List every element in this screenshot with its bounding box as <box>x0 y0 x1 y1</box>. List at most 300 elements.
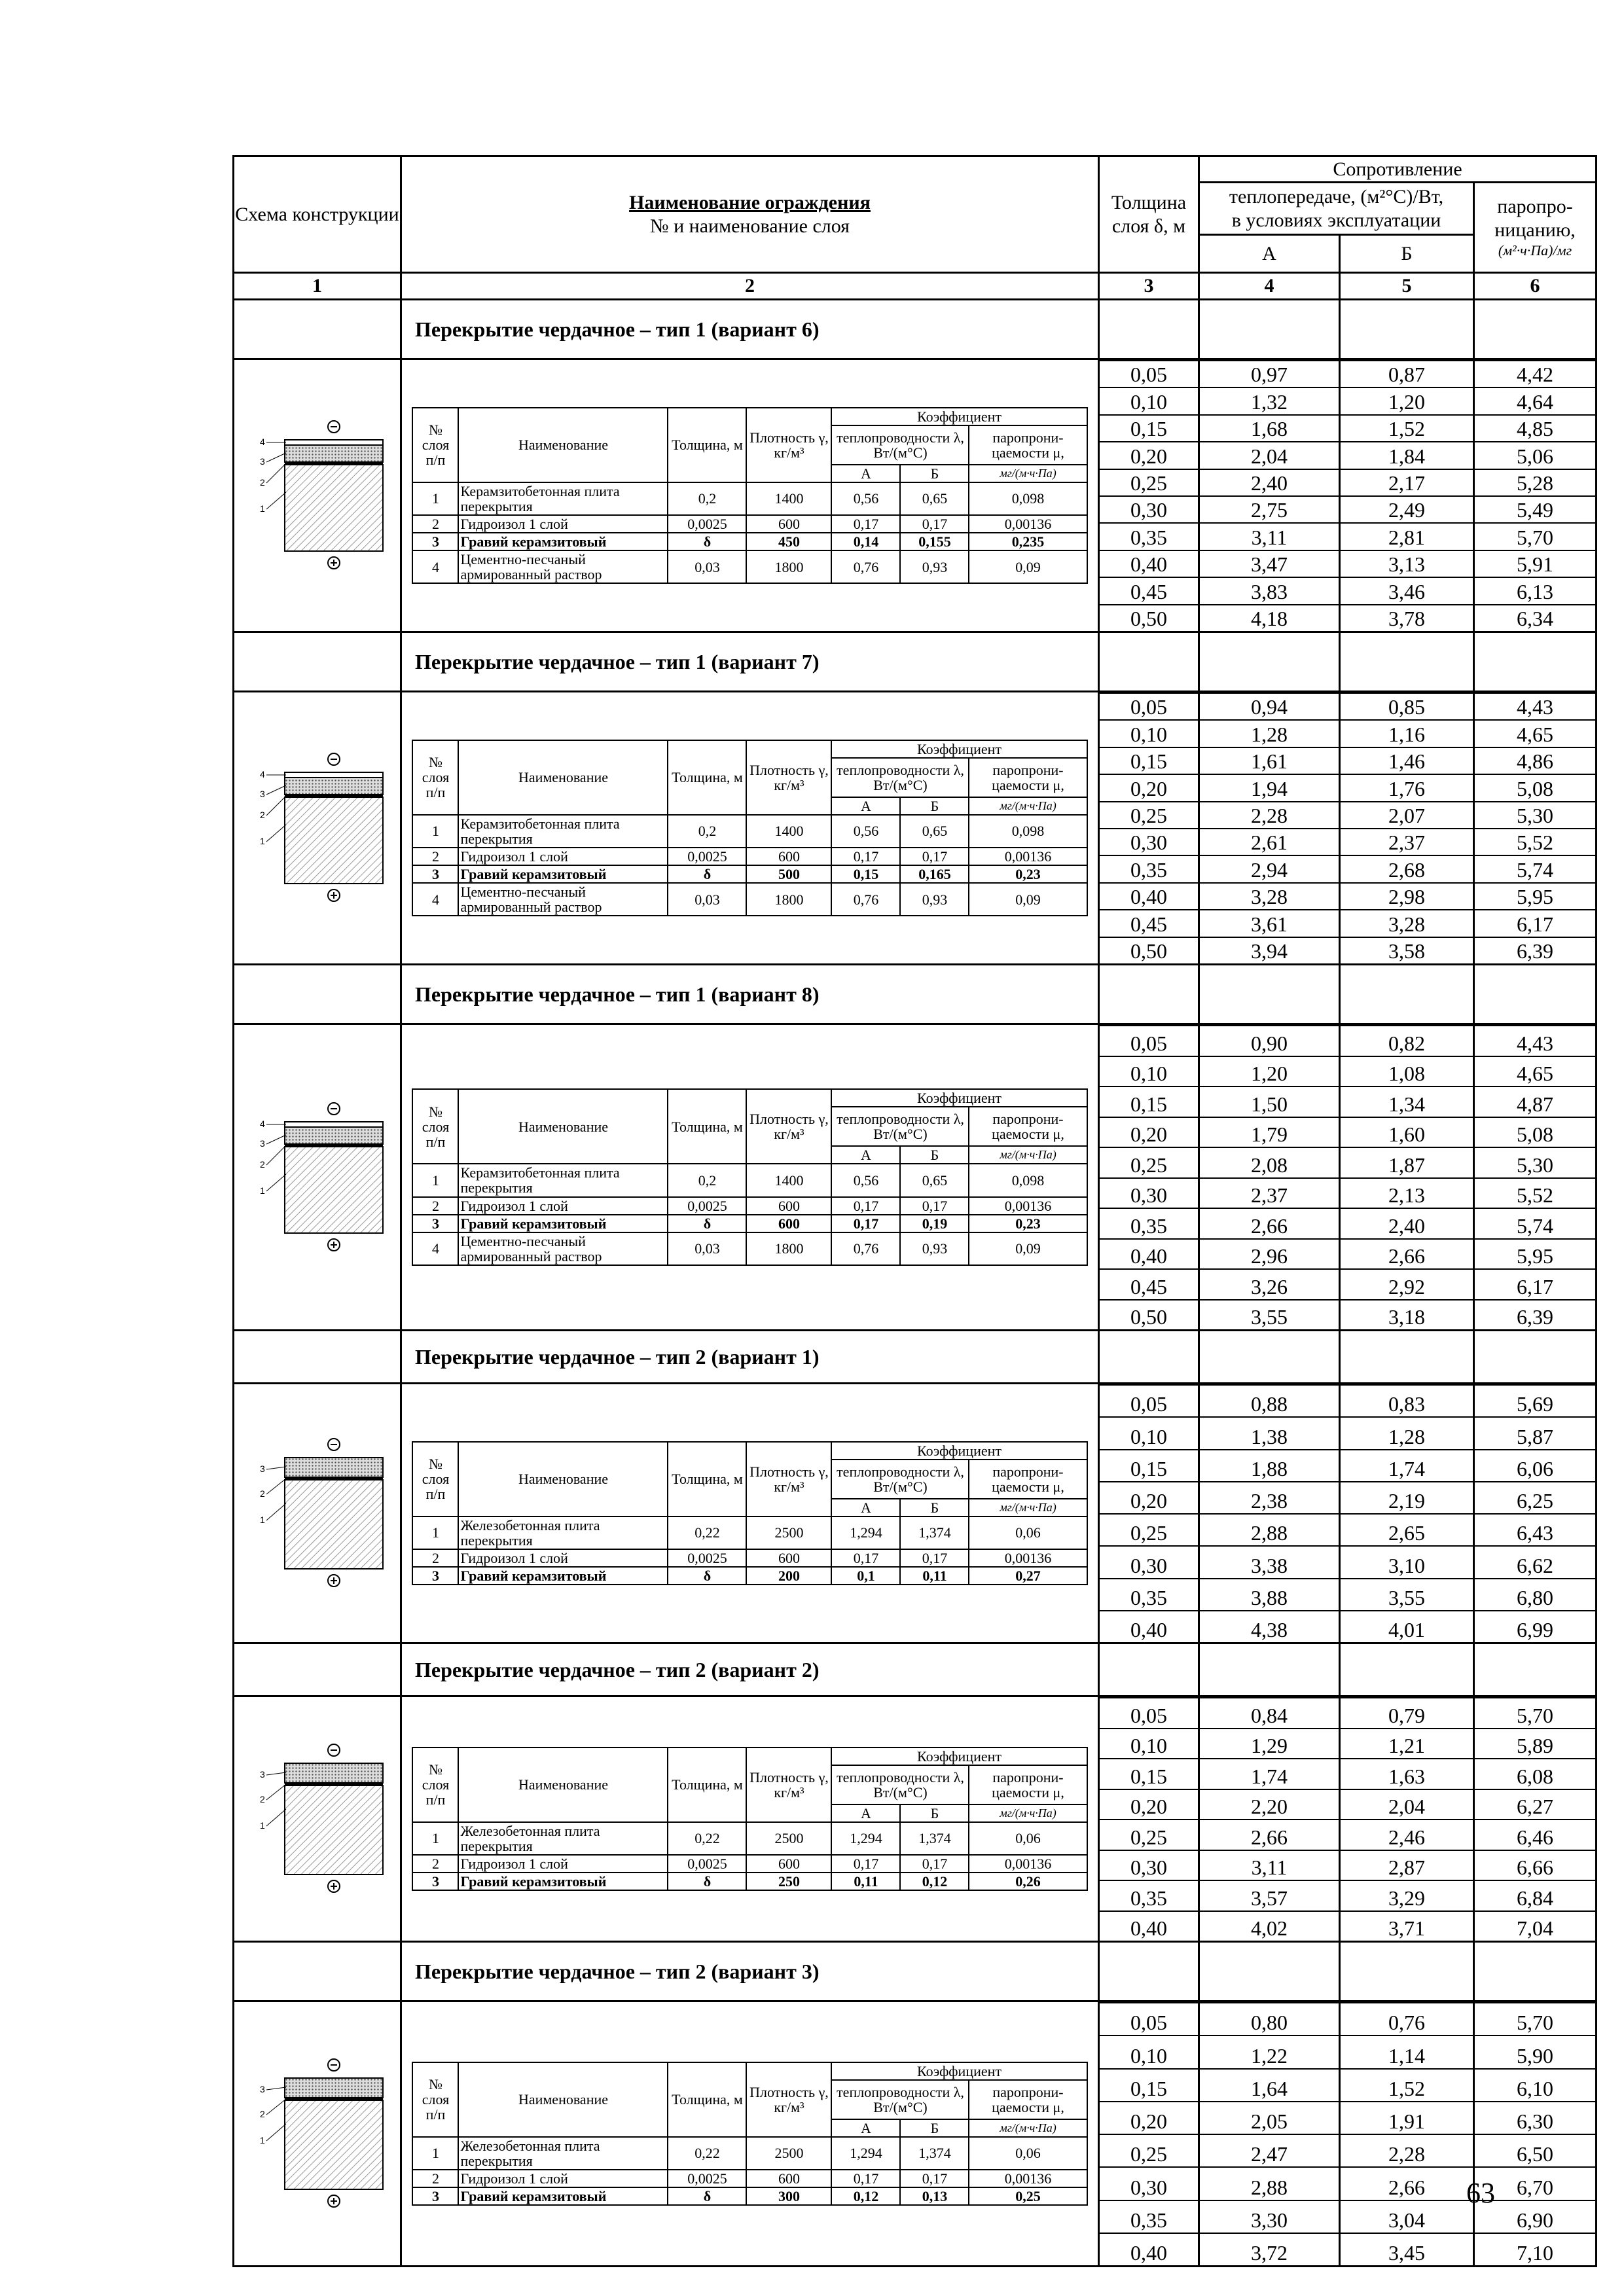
value-cell: 5,90 <box>1475 2036 1595 2069</box>
layer-num: 1 <box>412 815 458 848</box>
values-column <box>1340 1024 1474 1331</box>
layer-num: 2 <box>412 2170 458 2187</box>
layer-lambda-a: 0,17 <box>831 1197 900 1215</box>
value-cell: 1,61 <box>1200 748 1339 775</box>
value-cell: 0,10 <box>1100 1057 1198 1088</box>
value-cell: 3,29 <box>1341 1881 1473 1912</box>
layers-cell <box>401 1696 1099 1942</box>
layer-num: 4 <box>412 883 458 916</box>
layer-row <box>412 482 1087 515</box>
value-cell: 5,70 <box>1475 524 1595 550</box>
layer-lambda-b: 0,17 <box>900 1197 969 1215</box>
layer-row <box>412 1822 1087 1855</box>
layer-row <box>412 1164 1087 1196</box>
layer-lambda-b: 0,11 <box>900 1567 969 1585</box>
layer-density: 2500 <box>746 2137 831 2170</box>
inner-header-mu: паропрони-цаемости μ, <box>969 758 1087 797</box>
svg-text:3: 3 <box>259 2084 265 2094</box>
layer-name: Гидроизол 1 слой <box>458 1855 668 1873</box>
layers-table <box>412 407 1087 584</box>
layer-row <box>412 1873 1087 1890</box>
value-cell: 1,16 <box>1341 721 1473 747</box>
value-cell: 5,95 <box>1475 884 1595 910</box>
value-cell: 0,40 <box>1100 551 1198 578</box>
value-cell: 0,35 <box>1100 1209 1198 1240</box>
header-thickness: Толщина слоя δ, м <box>1099 156 1199 273</box>
value-cell: 6,25 <box>1475 1482 1595 1515</box>
svg-text:1: 1 <box>259 503 265 514</box>
layer-row <box>412 1516 1087 1549</box>
value-cell: 6,43 <box>1475 1515 1595 1547</box>
value-cell: 0,82 <box>1341 1025 1473 1057</box>
layer-mu: 0,06 <box>969 1822 1087 1855</box>
value-cell: 0,87 <box>1341 360 1473 388</box>
empty-cell <box>1340 632 1474 692</box>
layer-lambda-a: 0,56 <box>831 1164 900 1196</box>
svg-text:1: 1 <box>259 2135 265 2145</box>
value-cell: 2,38 <box>1200 1482 1339 1515</box>
inner-header-mu-unit: мг/(м·ч·Па) <box>969 1804 1087 1822</box>
value-cell: 2,13 <box>1341 1179 1473 1210</box>
value-cell: 4,64 <box>1475 388 1595 415</box>
inner-header-num: № слоя п/п <box>412 2062 458 2137</box>
inner-header-num: № слоя п/п <box>412 1442 458 1516</box>
value-cell: 5,52 <box>1475 829 1595 856</box>
inner-header-a: А <box>831 1499 900 1516</box>
layer-num: 1 <box>412 1164 458 1196</box>
values-list <box>1200 1384 1339 1642</box>
scheme-wrapper <box>234 2052 400 2215</box>
value-cell: 1,63 <box>1341 1759 1473 1790</box>
value-cell: 1,46 <box>1341 748 1473 775</box>
layer-thickness: δ <box>668 533 746 550</box>
value-cell: 5,74 <box>1475 856 1595 883</box>
layer-row <box>412 883 1087 916</box>
empty-cell <box>1340 1331 1474 1384</box>
layer-thickness: 0,2 <box>668 1164 746 1196</box>
layer-lambda-a: 0,17 <box>831 1215 900 1232</box>
value-cell: 1,84 <box>1341 442 1473 469</box>
value-cell: 0,25 <box>1100 2135 1198 2168</box>
layer-lambda-a: 0,17 <box>831 1855 900 1873</box>
section-title: Перекрытие чердачное – тип 1 (вариант 6) <box>401 300 1099 359</box>
inner-header-mu-unit: мг/(м·ч·Па) <box>969 465 1087 482</box>
empty-cell <box>1474 1331 1597 1384</box>
value-cell: 3,72 <box>1251 2241 1288 2265</box>
values-column <box>1199 692 1340 965</box>
section-title-row <box>234 1643 1597 1696</box>
header-vapor-label: паропро-ницанию, <box>1494 196 1576 242</box>
inner-header-b: Б <box>900 2119 969 2137</box>
header-col-b: Б <box>1340 235 1474 273</box>
value-cell: 3,94 <box>1251 939 1288 963</box>
value-cell: 6,62 <box>1475 1547 1595 1579</box>
value-cell: 3,71 <box>1388 1916 1425 1940</box>
value-cell: 6,34 <box>1517 607 1554 631</box>
value-cell: 1,28 <box>1341 1418 1473 1450</box>
header-col-a: А <box>1199 235 1340 273</box>
layer-mu: 0,09 <box>969 883 1087 916</box>
value-cell: 0,30 <box>1100 1547 1198 1579</box>
values-column <box>1474 1696 1597 1942</box>
header-conditions: в условиях эксплуатации <box>1231 209 1441 231</box>
scheme-cell <box>234 359 401 632</box>
layer-name: Гравий керамзитовый <box>458 1215 668 1232</box>
layer-lambda-a: 0,76 <box>831 883 900 916</box>
layer-lambda-b: 0,17 <box>900 848 969 865</box>
layer-num: 1 <box>412 2137 458 2170</box>
value-cell: 4,43 <box>1475 1025 1595 1057</box>
layer-lambda-a: 0,76 <box>831 1232 900 1265</box>
inner-header-mu: паропрони-цаемости μ, <box>969 2080 1087 2119</box>
values-column <box>1474 359 1597 632</box>
inner-header-thick: Толщина, м <box>668 1748 746 1822</box>
value-cell: 0,20 <box>1100 1790 1198 1821</box>
layer-num: 1 <box>412 482 458 515</box>
value-cell: 1,38 <box>1200 1418 1339 1450</box>
layer-name: Гравий керамзитовый <box>458 2187 668 2205</box>
value-cell: 0,45 <box>1100 1270 1198 1300</box>
layer-row <box>412 2137 1087 2170</box>
values-list <box>1475 1025 1595 1329</box>
value-cell: 5,89 <box>1475 1729 1595 1760</box>
values-column <box>1199 2001 1340 2267</box>
header-heat <box>1199 183 1474 235</box>
value-cell: 6,99 <box>1517 1618 1554 1641</box>
layer-row <box>412 1549 1087 1567</box>
col-number: 2 <box>401 273 1099 300</box>
inner-header-thick: Толщина, м <box>668 740 746 815</box>
layer-lambda-a: 0,17 <box>831 2170 900 2187</box>
value-cell: 0,35 <box>1100 1881 1198 1912</box>
values-column <box>1474 1024 1597 1331</box>
layer-mu: 0,26 <box>969 1873 1087 1890</box>
layer-name: Гидроизол 1 слой <box>458 1549 668 1567</box>
layer-density: 600 <box>746 1197 831 1215</box>
value-cell: 0,40 <box>1100 1240 1198 1270</box>
layer-name: Цементно-песчаный армированный раствор <box>458 883 668 916</box>
layer-mu: 0,098 <box>969 815 1087 848</box>
value-cell: 5,06 <box>1475 442 1595 469</box>
layer-thickness: 0,22 <box>668 1822 746 1855</box>
layer-thickness: 0,22 <box>668 1516 746 1549</box>
inner-header-lambda: теплопроводности λ, Вт/(м°С) <box>831 1765 969 1804</box>
value-cell: 4,42 <box>1475 360 1595 388</box>
layers-cell <box>401 1024 1099 1331</box>
value-cell: 1,87 <box>1341 1148 1473 1179</box>
inner-header-coef: Коэффициент <box>831 1748 1087 1765</box>
layer-num: 3 <box>412 1215 458 1232</box>
layer-name: Цементно-песчаный армированный раствор <box>458 1232 668 1265</box>
layer-lambda-b: 0,93 <box>900 550 969 583</box>
inner-header-density: Плотность γ, кг/м³ <box>746 408 831 482</box>
layer-num: 3 <box>412 2187 458 2205</box>
value-cell: 2,19 <box>1341 1482 1473 1515</box>
layer-density: 1800 <box>746 550 831 583</box>
empty-cell <box>1474 300 1597 359</box>
values-column <box>1340 359 1474 632</box>
value-cell: 1,34 <box>1341 1087 1473 1118</box>
layer-num: 3 <box>412 533 458 550</box>
svg-text:1: 1 <box>259 1515 265 1525</box>
svg-text:1: 1 <box>259 1820 265 1831</box>
value-cell: 2,88 <box>1200 2168 1339 2200</box>
empty-cell <box>1099 1643 1199 1696</box>
col-number: 4 <box>1199 273 1340 300</box>
inner-header-b: Б <box>900 1804 969 1822</box>
layer-row <box>412 515 1087 533</box>
layer-mu: 0,09 <box>969 550 1087 583</box>
values-column <box>1099 1384 1199 1643</box>
value-cell: 3,57 <box>1200 1881 1339 1912</box>
layer-num: 3 <box>412 865 458 883</box>
layer-mu: 0,098 <box>969 482 1087 515</box>
value-cell: 0,20 <box>1100 442 1198 469</box>
svg-text:4: 4 <box>259 1118 265 1129</box>
layer-name: Гидроизол 1 слой <box>458 848 668 865</box>
inner-header-lambda: теплопроводности λ, Вт/(м°С) <box>831 425 969 465</box>
value-cell: 5,95 <box>1475 1240 1595 1270</box>
value-cell: 0,88 <box>1200 1384 1339 1418</box>
value-cell: 6,39 <box>1517 1305 1554 1329</box>
value-cell: 0,50 <box>1130 607 1167 631</box>
value-cell: 2,94 <box>1200 856 1339 883</box>
layers-cell <box>401 359 1099 632</box>
value-cell: 4,02 <box>1251 1916 1288 1940</box>
value-cell: 1,20 <box>1200 1057 1339 1088</box>
col-number: 5 <box>1340 273 1474 300</box>
empty-cell <box>234 1331 401 1384</box>
section-title-row <box>234 1331 1597 1384</box>
layer-mu: 0,098 <box>969 1164 1087 1196</box>
layer-lambda-b: 1,374 <box>900 2137 969 2170</box>
value-cell: 5,08 <box>1475 1118 1595 1149</box>
value-cell: 4,43 <box>1475 692 1595 721</box>
inner-header-a: А <box>831 1146 900 1164</box>
value-cell: 6,17 <box>1475 1270 1595 1300</box>
empty-cell <box>1199 632 1340 692</box>
values-column <box>1099 692 1199 965</box>
empty-cell <box>1099 965 1199 1024</box>
layer-row <box>412 848 1087 865</box>
value-cell: 2,66 <box>1341 1240 1473 1270</box>
value-cell: 6,10 <box>1475 2070 1595 2102</box>
values-column <box>1340 1384 1474 1643</box>
layers-cell <box>401 1384 1099 1643</box>
values-column <box>1099 1696 1199 1942</box>
value-cell: 0,10 <box>1100 388 1198 415</box>
layer-density: 500 <box>746 865 831 883</box>
value-cell: 0,50 <box>1130 939 1167 963</box>
layer-density: 600 <box>746 1549 831 1567</box>
header-heat-label: теплопередаче, (м²°С)/Вт, <box>1229 185 1444 207</box>
layer-lambda-a: 0,1 <box>831 1567 900 1585</box>
layer-name: Гравий керамзитовый <box>458 1873 668 1890</box>
layer-lambda-b: 1,374 <box>900 1516 969 1549</box>
empty-cell <box>1474 965 1597 1024</box>
value-cell: 0,25 <box>1100 1515 1198 1547</box>
value-cell: 2,66 <box>1341 2168 1473 2200</box>
layers-table <box>412 1088 1087 1266</box>
values-list <box>1475 2002 1595 2265</box>
inner-header-name: Наименование <box>458 2062 668 2137</box>
header-vapor-unit: (м²·ч·Па)/мг <box>1498 242 1572 259</box>
values-list <box>1200 360 1339 631</box>
value-cell: 0,15 <box>1100 1450 1198 1482</box>
value-cell: 5,70 <box>1475 1697 1595 1729</box>
layer-row <box>412 1232 1087 1265</box>
layer-thickness: δ <box>668 1873 746 1890</box>
inner-header-coef: Коэффициент <box>831 1442 1087 1460</box>
value-cell: 2,17 <box>1341 470 1473 497</box>
layer-lambda-b: 0,93 <box>900 1232 969 1265</box>
value-cell: 1,79 <box>1200 1118 1339 1149</box>
value-cell: 5,08 <box>1475 775 1595 802</box>
value-cell: 6,30 <box>1475 2102 1595 2135</box>
value-cell: 0,10 <box>1100 1418 1198 1450</box>
value-cell: 0,50 <box>1130 1305 1167 1329</box>
values-column <box>1340 2001 1474 2267</box>
value-cell: 0,80 <box>1200 2002 1339 2036</box>
layer-lambda-b: 1,374 <box>900 1822 969 1855</box>
values-list <box>1100 360 1198 631</box>
values-list <box>1341 692 1473 963</box>
value-cell: 1,76 <box>1341 775 1473 802</box>
inner-header-density: Плотность γ, кг/м³ <box>746 1442 831 1516</box>
layer-thickness: 0,0025 <box>668 2170 746 2187</box>
empty-cell <box>1099 1331 1199 1384</box>
value-cell: 2,47 <box>1200 2135 1339 2168</box>
section-title: Перекрытие чердачное – тип 1 (вариант 7) <box>401 632 1099 692</box>
empty-cell <box>1199 965 1340 1024</box>
scheme-cell <box>234 1384 401 1643</box>
empty-cell <box>1199 1643 1340 1696</box>
values-list <box>1475 1384 1595 1642</box>
value-cell: 3,61 <box>1200 910 1339 937</box>
svg-text:1: 1 <box>259 836 265 846</box>
values-list <box>1341 2002 1473 2265</box>
empty-cell <box>234 632 401 692</box>
value-cell: 2,81 <box>1341 524 1473 550</box>
value-cell: 0,20 <box>1100 1118 1198 1149</box>
section-body-row <box>234 2001 1597 2267</box>
section-title: Перекрытие чердачное – тип 2 (вариант 1) <box>401 1331 1099 1384</box>
values-list <box>1475 360 1595 631</box>
inner-header-density: Плотность γ, кг/м³ <box>746 1089 831 1164</box>
value-cell: 2,07 <box>1341 802 1473 829</box>
values-column <box>1474 1384 1597 1643</box>
inner-header-num: № слоя п/п <box>412 1089 458 1164</box>
svg-text:3: 3 <box>259 1138 265 1149</box>
layer-lambda-a: 0,12 <box>831 2187 900 2205</box>
value-cell: 3,18 <box>1388 1305 1425 1329</box>
value-cell: 3,55 <box>1341 1579 1473 1611</box>
value-cell: 4,65 <box>1475 721 1595 747</box>
inner-header-lambda: теплопроводности λ, Вт/(м°С) <box>831 2080 969 2119</box>
inner-header-thick: Толщина, м <box>668 408 746 482</box>
value-cell: 5,74 <box>1475 1209 1595 1240</box>
value-cell: 6,84 <box>1475 1881 1595 1912</box>
values-list <box>1100 1697 1198 1941</box>
layer-density: 200 <box>746 1567 831 1585</box>
layer-density: 1800 <box>746 883 831 916</box>
value-cell: 2,40 <box>1341 1209 1473 1240</box>
value-cell: 1,28 <box>1200 721 1339 747</box>
layers-cell <box>401 2001 1099 2267</box>
main-table <box>232 155 1597 2267</box>
value-cell: 1,50 <box>1200 1087 1339 1118</box>
layer-num: 2 <box>412 1549 458 1567</box>
value-cell: 0,35 <box>1100 524 1198 550</box>
value-cell: 0,84 <box>1200 1697 1339 1729</box>
scheme-cell <box>234 1696 401 1942</box>
value-cell: 6,17 <box>1475 910 1595 937</box>
layer-num: 2 <box>412 515 458 533</box>
value-cell: 0,30 <box>1100 497 1198 524</box>
layer-lambda-b: 0,12 <box>900 1873 969 1890</box>
layer-row <box>412 1567 1087 1585</box>
value-cell: 5,28 <box>1475 470 1595 497</box>
svg-text:4: 4 <box>259 769 265 780</box>
layer-name: Керамзитобетонная плита перекрытия <box>458 815 668 848</box>
construction-scheme-diagram <box>245 414 389 577</box>
layers-table <box>412 740 1087 917</box>
layer-name: Керамзитобетонная плита перекрытия <box>458 1164 668 1196</box>
value-cell: 6,27 <box>1475 1790 1595 1821</box>
section-title: Перекрытие чердачное – тип 2 (вариант 2) <box>401 1643 1099 1696</box>
value-cell: 0,40 <box>1130 1618 1167 1641</box>
layer-lambda-a: 0,56 <box>831 815 900 848</box>
layer-lambda-b: 0,155 <box>900 533 969 550</box>
header-name <box>401 156 1099 273</box>
value-cell: 6,08 <box>1475 1759 1595 1790</box>
inner-header-b: Б <box>900 1146 969 1164</box>
value-cell: 0,35 <box>1100 1579 1198 1611</box>
inner-header-thick: Толщина, м <box>668 1442 746 1516</box>
inner-header-b: Б <box>900 1499 969 1516</box>
value-cell: 6,46 <box>1475 1820 1595 1851</box>
value-cell: 0,85 <box>1341 692 1473 721</box>
value-cell: 0,40 <box>1130 1916 1167 1940</box>
value-cell: 0,40 <box>1100 884 1198 910</box>
layer-density: 600 <box>746 1215 831 1232</box>
value-cell: 2,66 <box>1200 1209 1339 1240</box>
layer-mu: 0,09 <box>969 1232 1087 1265</box>
value-cell: 1,74 <box>1200 1759 1339 1790</box>
layer-name: Гидроизол 1 слой <box>458 515 668 533</box>
layer-row <box>412 2170 1087 2187</box>
value-cell: 1,21 <box>1341 1729 1473 1760</box>
layer-lambda-a: 0,15 <box>831 865 900 883</box>
value-cell: 2,61 <box>1200 829 1339 856</box>
value-cell: 5,49 <box>1475 497 1595 524</box>
values-column <box>1474 2001 1597 2267</box>
empty-cell <box>1474 632 1597 692</box>
empty-cell <box>234 965 401 1024</box>
value-cell: 0,25 <box>1100 1148 1198 1179</box>
inner-header-a: А <box>831 465 900 482</box>
layer-lambda-a: 1,294 <box>831 2137 900 2170</box>
value-cell: 2,28 <box>1341 2135 1473 2168</box>
value-cell: 3,45 <box>1388 2241 1425 2265</box>
layer-thickness: 0,0025 <box>668 848 746 865</box>
value-cell: 0,15 <box>1100 748 1198 775</box>
layer-lambda-a: 1,294 <box>831 1516 900 1549</box>
inner-header-mu: паропрони-цаемости μ, <box>969 1107 1087 1146</box>
value-cell: 3,46 <box>1341 578 1473 605</box>
value-cell: 2,40 <box>1200 470 1339 497</box>
layer-lambda-b: 0,13 <box>900 2187 969 2205</box>
